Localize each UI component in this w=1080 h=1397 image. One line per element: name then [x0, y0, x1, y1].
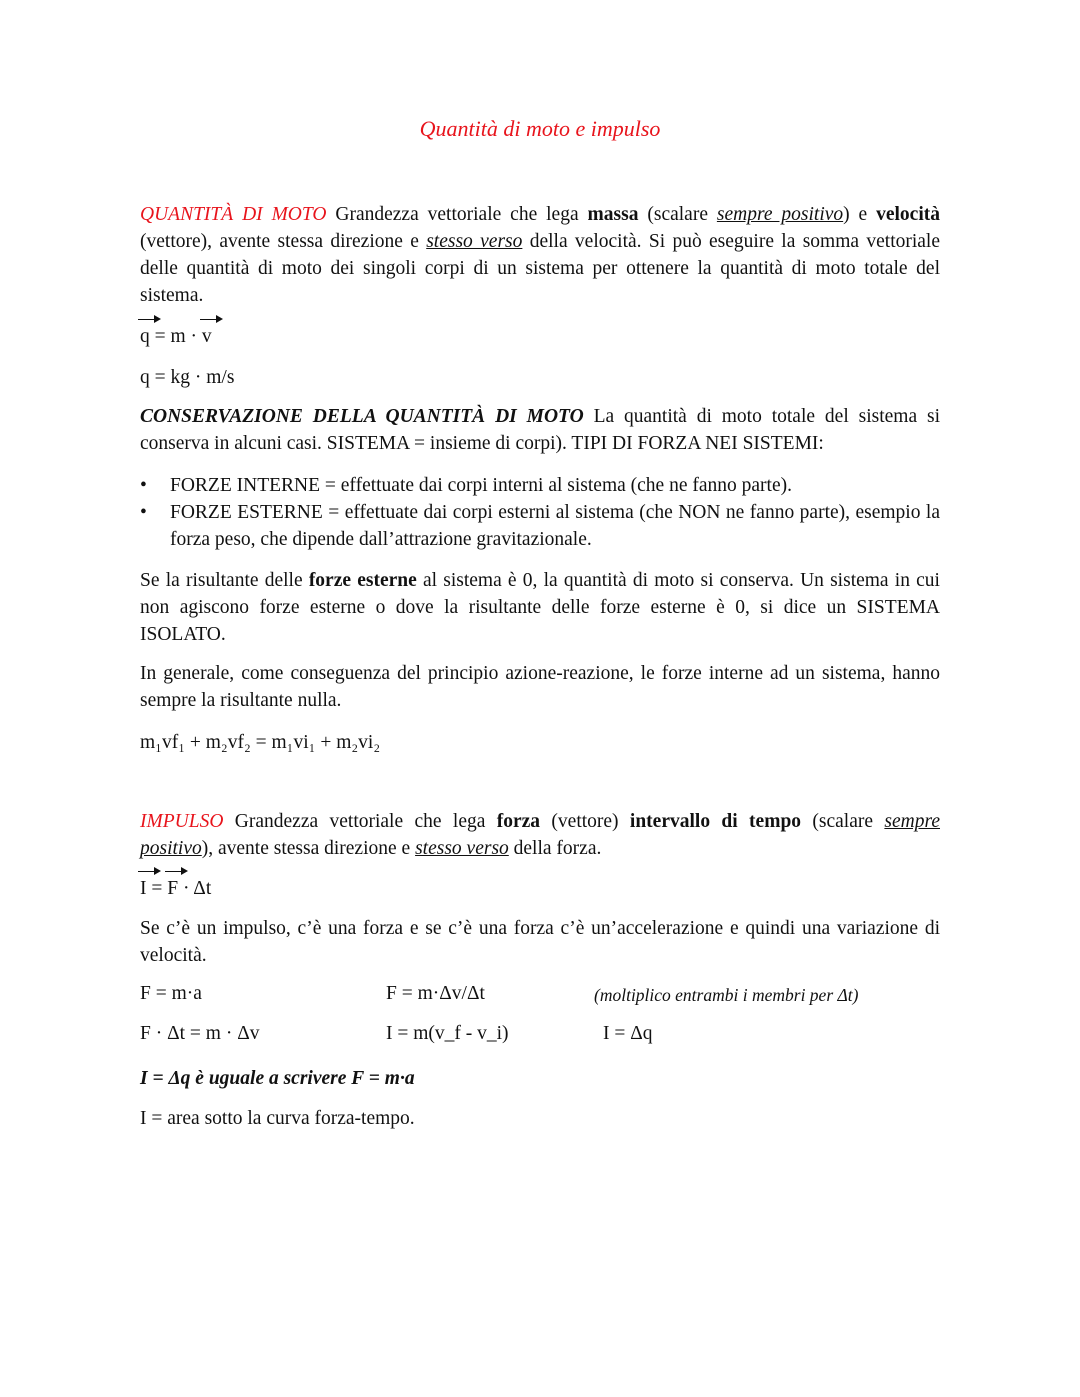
text: = m ·: [149, 326, 202, 347]
bold-text: forze esterne: [308, 570, 417, 591]
formula-note: (moltiplico entrambi i membri per Δt): [594, 985, 859, 1005]
section-heading: IMPULSO: [140, 811, 224, 832]
document-title: Quantità di moto e impulso: [419, 116, 661, 141]
list-item: • FORZE INTERNE = effettuate dai corpi interni al sistema (che ne fanno parte).: [140, 472, 940, 499]
bold-text: massa: [587, 204, 639, 225]
text: =: [146, 878, 168, 899]
text: al sistema è 0, la quantità di moto si conserva. Un sistema in cui non agiscono forze esterne o dove la risultante delle forze esterne è 0, si dice un SISTEMA ISOLATO.: [140, 570, 940, 645]
vector-q: q: [140, 323, 150, 350]
paragraph-azione-reazione: In generale, come conseguenza del principio azione-reazione, le forze interne ad un sistema, hanno sempre la risultante nulla.: [140, 663, 940, 711]
text: · Δt: [178, 878, 212, 899]
bold-statement: I = Δq è uguale a scrivere F = m·a: [140, 1068, 415, 1089]
list-item: • FORZE ESTERNE = effettuate dai corpi esterni al sistema (che NON ne fanno parte), esempio la forza peso, che dipende dall’attrazione gravitazionale.: [140, 499, 940, 553]
paragraph-area: I = area sotto la curva forza-tempo.: [140, 1108, 415, 1129]
formula-units: q = kg · m/s: [140, 367, 235, 388]
text: Se la risultante delle: [140, 570, 309, 591]
formula: I = Δq: [603, 1023, 653, 1044]
text: (vettore): [540, 811, 630, 832]
formula-q-vector: [140, 323, 940, 350]
vector-f: F: [167, 875, 178, 902]
bold-text: forza: [496, 811, 541, 832]
underlined-text: sempre positivo: [140, 811, 940, 859]
text: La quantità di moto totale del sistema si conserva in alcuni casi. SISTEMA = insieme di corpi). TIPI DI FORZA NEI SISTEMI:: [140, 406, 940, 454]
paragraph-conservazione: [140, 403, 940, 457]
paragraph-impulso-forza: Se c’è un impulso, c’è una forza e se c’è una forza c’è un’accelerazione e quindi una variazione di velocità.: [140, 918, 940, 966]
formula-impulse-vector: [140, 875, 940, 902]
formula: F = m·a: [140, 983, 202, 1004]
text: (scalare: [638, 204, 717, 225]
underlined-text: stesso verso: [415, 838, 509, 859]
text: (vettore), avente stessa direzione e: [140, 231, 427, 252]
paragraph-quantita-di-moto: [140, 201, 940, 309]
formula-conservation: m₁vf₁ + m₂vf₂ = m₁vi₁ + m₂vi₂: [140, 732, 381, 753]
text: (scalare: [801, 811, 885, 832]
formula: F = m·Δv/Δt: [386, 983, 485, 1004]
bullet-list: [140, 472, 940, 553]
vector-i: I: [140, 875, 147, 902]
text: ) e: [843, 204, 877, 225]
bold-text: velocità: [876, 204, 940, 225]
text: della forza.: [508, 838, 602, 859]
formula: I = m(v_f - v_i): [386, 1023, 509, 1044]
paragraph-forze-esterne: [140, 567, 940, 648]
vector-v: v: [202, 323, 212, 350]
text: Grandezza vettoriale che lega: [326, 204, 588, 225]
text: ), avente stessa direzione e: [201, 838, 416, 859]
bold-text: intervallo di tempo: [629, 811, 802, 832]
section-heading: CONSERVAZIONE DELLA QUANTITÀ DI MOTO: [140, 406, 584, 427]
underlined-text: sempre positivo: [716, 204, 844, 225]
section-heading: QUANTITÀ DI MOTO: [140, 204, 327, 225]
formula: F · Δt = m · Δv: [140, 1023, 260, 1044]
text: della velocità. Si può eseguire la somma vettoriale delle quantità di moto dei singoli corpi di un sistema per ottenere la quantità di moto totale del sistema.: [140, 231, 940, 306]
underlined-text: stesso verso: [426, 231, 523, 252]
text: Grandezza vettoriale che lega: [223, 811, 497, 832]
paragraph-impulso: [140, 808, 940, 862]
